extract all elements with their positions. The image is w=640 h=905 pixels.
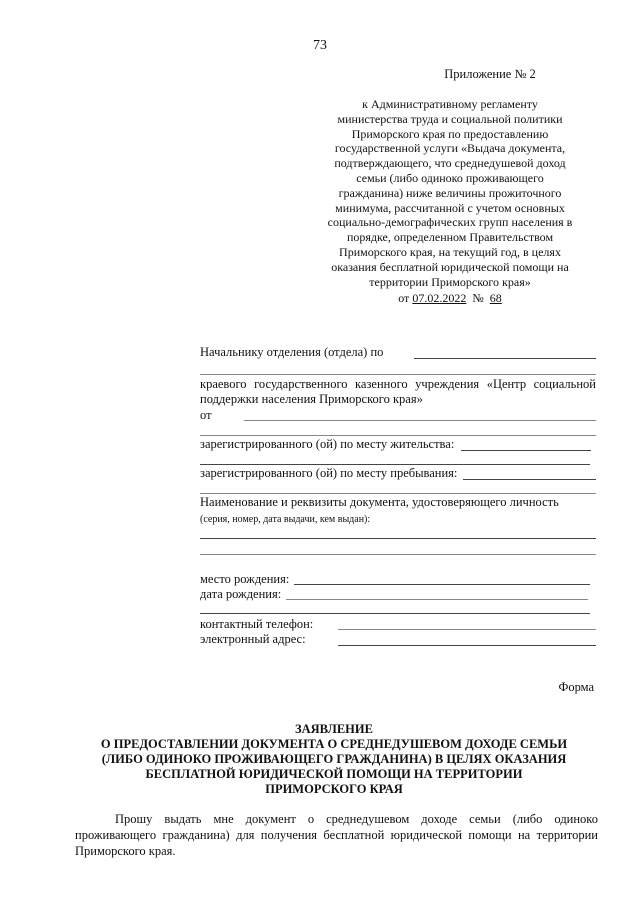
birth-date-label: дата рождения: xyxy=(200,587,282,601)
applicant-name-field-continuation[interactable] xyxy=(200,435,596,436)
regulation-line: к Административному регламенту xyxy=(362,97,538,111)
title-line: ЗАЯВЛЕНИЕ xyxy=(295,722,373,736)
title-line: ПРИМОРСКОГО КРАЯ xyxy=(265,782,403,796)
order-reference xyxy=(300,291,600,306)
regulation-line: подтверждающего, что среднедушевой доход xyxy=(334,156,566,171)
order-number-sign: № xyxy=(472,291,484,305)
statement-paragraph: Прошу выдать мне документ о среднедушевом доходе семьи (либо одиноко проживающего гражданина) для получения бесплатной юридической помощи на территории Приморского края. xyxy=(75,812,598,858)
residence-field[interactable] xyxy=(461,450,591,451)
phone-label: контактный телефон: xyxy=(200,617,314,631)
regulation-line: гражданина) ниже величины прожиточного xyxy=(338,185,562,200)
id-document-field-2[interactable] xyxy=(200,554,596,555)
order-prefix: от xyxy=(398,291,410,305)
title-line: (ЛИБО ОДИНОКО ПРОЖИВАЮЩЕГО ГРАЖДАНИНА) В ЦЕЛЯХ ОКАЗАНИЯ xyxy=(101,752,567,766)
residence-label: зарегистрированного (ой) по месту жительства: xyxy=(200,437,455,451)
regulation-line: государственной услуги «Выдача документа, xyxy=(334,141,566,156)
form-label: Форма xyxy=(558,680,594,694)
stay-field[interactable] xyxy=(463,479,596,480)
birth-date-field-continuation[interactable] xyxy=(200,613,590,614)
stay-field-continuation[interactable] xyxy=(200,493,596,494)
regulation-line: территории Приморского края» xyxy=(369,274,531,289)
regulation-line: оказания бесплатной юридической помощи на xyxy=(331,259,569,274)
appendix-label: Приложение № 2 xyxy=(444,67,536,81)
stay-label: зарегистрированного (ой) по месту пребывания: xyxy=(200,466,458,480)
id-document-field-1[interactable] xyxy=(200,538,596,539)
regulation-line: порядке, определенном Правительством xyxy=(346,230,554,245)
regulation-line: министерства труда и социальной политики xyxy=(337,111,563,126)
regulation-line: социально-демографических групп населения в xyxy=(327,215,573,230)
birth-place-field[interactable] xyxy=(294,584,590,585)
regulation-line: Приморского края по предоставлению xyxy=(351,126,549,141)
page-number: 73 xyxy=(313,38,327,53)
from-label: от xyxy=(200,408,212,422)
institution-name: краевого государственного казенного учреждения «Центр социальной поддержки населения Приморского края» xyxy=(200,377,596,406)
regulation-line: Приморского края, на текущий год, в целях xyxy=(339,244,561,259)
regulation-line: минимума, рассчитанной с учетом основных xyxy=(335,200,565,215)
birth-date-field[interactable] xyxy=(286,599,588,600)
title-line: О ПРЕДОСТАВЛЕНИИ ДОКУМЕНТА О СРЕДНЕДУШЕВОМ ДОХОДЕ СЕМЬИ xyxy=(100,737,568,751)
to-head-label: Начальнику отделения (отдела) по xyxy=(200,345,384,359)
applicant-name-field[interactable] xyxy=(244,420,596,421)
birth-place-label: место рождения: xyxy=(200,572,290,586)
email-field[interactable] xyxy=(338,645,596,646)
id-document-label: Наименование и реквизиты документа, удостоверяющего личность xyxy=(200,495,559,509)
id-document-hint: (серия, номер, дата выдачи, кем выдан): xyxy=(200,514,371,525)
document-title xyxy=(60,722,608,797)
residence-field-continuation[interactable] xyxy=(200,464,590,465)
title-line: БЕСПЛАТНОЙ ЮРИДИЧЕСКОЙ ПОМОЩИ НА ТЕРРИТОРИИ xyxy=(145,767,523,781)
email-label: электронный адрес: xyxy=(200,632,306,646)
phone-field[interactable] xyxy=(338,629,596,630)
regulation-reference xyxy=(300,97,600,289)
regulation-line: семьи (либо одиноко проживающего xyxy=(356,170,544,185)
department-field-continuation[interactable] xyxy=(200,374,596,375)
order-date: 07.02.2022 xyxy=(412,291,467,305)
order-number: 68 xyxy=(489,291,502,305)
department-field[interactable] xyxy=(414,358,596,359)
